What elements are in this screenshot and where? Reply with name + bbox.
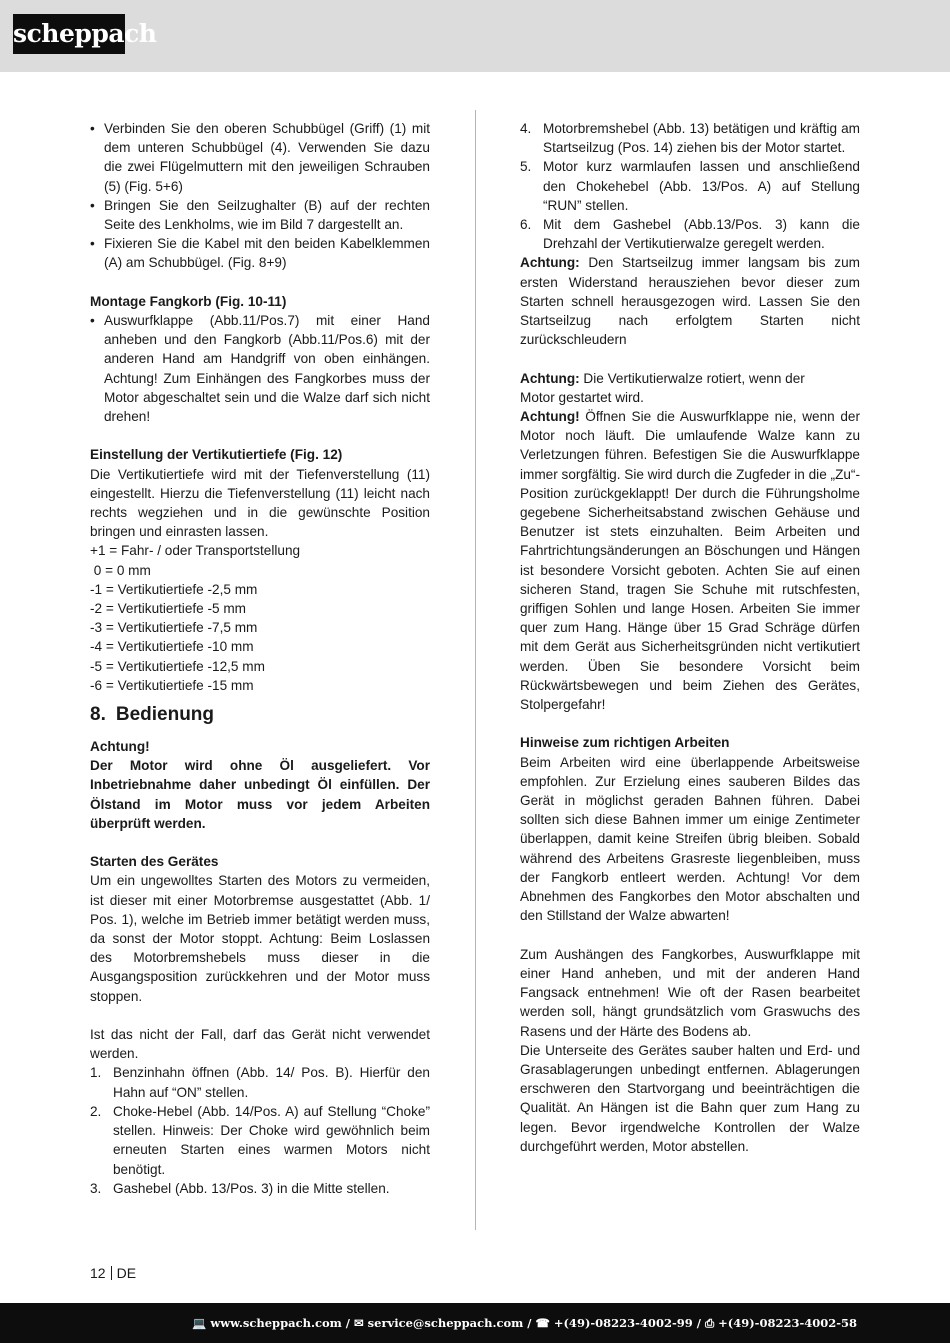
list-item: 4. Motorbremshebel (Abb. 13) betätigen und kräftig am Startseilzug (Pos. 14) ziehen bis der Motor startet. — [520, 121, 860, 156]
paragraph-unterseite: Die Unterseite des Gerätes sauber halten und Erd- und Grasablagerungen unbedingt entfernen. Ablagerungen erschweren den Startvorgang und beeinträchtigen die Qualität. An Hängen ist die Bahn quer zum Hang zu legen. Bevor irgendwelche Kontrollen der Walze durchgeführt werden, Motor abstellen. — [520, 1042, 860, 1154]
list-item: • Auswurfklappe (Abb.11/Pos.7) mit einer Hand anheben und den Fangkorb (Abb.11/Pos.6) mit der anderen Hand am Handgriff von oben einhängen. Achtung! Zum Einhängen des Fangkorbes muss der Motor abgeschaltet sein und die Walze darf sich nicht drehen! — [90, 311, 430, 426]
list-item: 5. Motor kurz warmlaufen lassen und anschließend den Chokehebel (Abb. 13/Pos. A) auf Stellung “RUN” stellen. — [520, 159, 860, 213]
column-divider — [475, 110, 476, 1230]
footer-contact-line: 💻 www.scheppach.com / ✉ service@scheppach.com / ☎ +(49)-08223-4002-99 / ⎙ +(49)-08223-4002-58 — [192, 1316, 858, 1330]
list-item: • Verbinden Sie den oberen Schubbügel (Griff) (1) mit dem unteren Schubbügel (4). Verwenden Sie dazu die zwei Flügelmuttern mit den jeweiligen Schrauben (5) (Fig. 5+6) — [90, 119, 430, 196]
fax-icon: ⎙ — [704, 1316, 715, 1330]
achtung-startseilzug: Achtung: Den Startseilzug immer langsam bis zum ersten Widerstand herausziehen bevor dieser zum Starten schnell herausgezogen wird. Lassen Sie den Startseilzug nach erfolgtem Starten nicht zurückschleudern — [520, 255, 860, 348]
paragraph-starten: Um ein ungewolltes Starten des Motors zu vermeiden, ist dieser mit einer Motorbremse ausgestattet (Abb. 1/ Pos. 1), welche im Betrieb immer betätigt werden muss, da sonst der Motor stoppt. Achtung: Beim Loslassen des Motorbremshebels muss dieser in die Ausgangsposition zurückkehren und der Motor muss stoppen. — [90, 873, 430, 1004]
list-item: 6. Mit dem Gashebel (Abb.13/Pos. 3) kann die Drehzahl der Vertikutierwalze geregelt werden. — [520, 217, 860, 252]
achtung-walze-rotiert: Achtung: Die Vertikutierwalze rotiert, wenn der Motor gestartet wird. — [520, 370, 805, 405]
achtung-label: Achtung! — [90, 739, 150, 755]
paragraph-nicht-verwenden: Ist das nicht der Fall, darf das Gerät nicht verwendet werden. — [90, 1027, 430, 1062]
footer-website: www.scheppach.com — [210, 1316, 342, 1330]
depth-setting: -4 = Vertikutiertiefe -10 mm — [90, 639, 254, 655]
telephone-icon: ☎ — [535, 1316, 550, 1330]
heading-starten: Starten des Gerätes — [90, 854, 219, 870]
section-number: 8. — [90, 704, 106, 726]
start-steps-list-continued — [520, 119, 860, 253]
left-column — [90, 119, 430, 1198]
heading-hinweise: Hinweise zum richtigen Arbeiten — [520, 735, 730, 751]
bullet-icon: • — [90, 236, 95, 252]
bullet-icon: • — [90, 121, 95, 136]
computer-icon: 💻 — [192, 1316, 207, 1330]
depth-settings-list — [90, 541, 430, 695]
list-item: 3. Gashebel (Abb. 13/Pos. 3) in die Mitte stellen. — [90, 1180, 390, 1196]
scheppach-logo: scheppach — [13, 14, 125, 54]
depth-setting: -2 = Vertikutiertiefe -5 mm — [90, 601, 247, 617]
page-footer — [0, 1303, 950, 1343]
list-item: • Bringen Sie den Seilzughalter (B) auf der rechten Seite des Lenkholms, wie im Bild 7 dargestellt an. — [90, 196, 430, 234]
depth-setting: +1 = Fahr- / oder Transportstellung — [90, 543, 301, 559]
heading-fangkorb: Montage Fangkorb (Fig. 10-11) — [90, 293, 287, 309]
paragraph-aushaengen: Zum Aushängen des Fangkorbes, Auswurfklappe mit einer Hand anheben, und mit der anderen Hand Fangsack entnehmen! Wie oft der Rasen bearbeitet werden soll, hängt grundsätzlich vom Graswuchs des Rasens und der Härte des Bodens ab. — [520, 946, 860, 1039]
bullet-icon: • — [90, 313, 95, 329]
list-item: • Fixieren Sie die Kabel mit den beiden Kabelklemmen (A) am Schubbügel. (Fig. 8+9) — [90, 234, 430, 272]
assembly-bullet-list — [90, 119, 430, 273]
footer-fax: +(49)-08223-4002-58 — [718, 1316, 858, 1330]
achtung-oil-warning: Der Motor wird ohne Öl ausgeliefert. Vor Inbetriebnahme daher unbedingt Öl einfüllen. Der Ölstand im Motor muss vor jedem Arbeiten überprüft werden. — [90, 758, 430, 831]
right-column — [520, 119, 860, 1156]
fangkorb-bullet-list — [90, 311, 430, 426]
page-header — [0, 0, 950, 72]
envelope-icon: ✉ — [354, 1316, 364, 1330]
list-item: 2. Choke-Hebel (Abb. 14/Pos. A) auf Stellung “Choke” stellen. Hinweis: Der Choke wird gewöhnlich beim erneuten Starten eines warmen Motors nicht benötigt. — [90, 1103, 430, 1177]
page-number-separator — [111, 1266, 112, 1280]
paragraph-hinweise: Beim Arbeiten wird eine überlappende Arbeitsweise empfohlen. Zur Erzielung eines sauberen Bildes das Gerät in möglichst geraden Bahnen führen. Dabei sollten sich diese Bahnen immer um einige Zentimeter überlappen, damit keine Streifen übrig bleiben. Sobald während des Arbeitens Grasreste liegenbleiben, muss der Fangkorb entleert werden. Achtung! Vor dem Abnehmen des Fangkorbes den Motor abschalten und den Stillstand der Walze abwarten! — [520, 754, 860, 924]
achtung-auswurfklappe: Achtung! Öffnen Sie die Auswurfklappe nie, wenn der Motor noch läuft. Die umlaufende Walze kann zu Verletzungen führen. Befestigen Sie die Auswurfklappe immer sorgfältig. Sie wird durch die Zugfeder in die „Zu“-Position zurückgeklappt! Der durch die Führungsholme gegebene Sicherheitsabstand zwischen Gehäuse und Benutzer ist stets einzuhalten. Beim Arbeiten und Fahrtrichtungsänderungen an Böschungen und Hängen ist besondere Vorsicht geboten. Achten Sie auf einen sicheren Stand, tragen Sie Schuhe mit rutschfesten, griffigen Sohlen und lange Hosen. Arbeiten Sie immer quer zum Hang. Hänge über 15 Grad Schräge dürfen mit dem Gerät aus Sicherheitsgründen nicht vertikutiert werden. Üben Sie besondere Vorsicht beim Rückwärtsbewegen und beim Ziehen des Gerätes, Stolpergefahr! — [520, 409, 860, 713]
depth-setting: 0 = 0 mm — [90, 562, 151, 578]
footer-phone: +(49)-08223-4002-99 — [553, 1316, 693, 1330]
section-name: Bedienung — [115, 704, 215, 726]
depth-setting: -3 = Vertikutiertiefe -7,5 mm — [90, 620, 258, 636]
heading-vertikutiertiefe: Einstellung der Vertikutiertiefe (Fig. 12) — [90, 447, 343, 463]
depth-setting: -6 = Vertikutiertiefe -15 mm — [90, 677, 254, 693]
section-title — [90, 703, 430, 727]
depth-setting: -1 = Vertikutiertiefe -2,5 mm — [90, 581, 258, 597]
bullet-icon: • — [90, 197, 95, 213]
depth-setting: -5 = Vertikutiertiefe -12,5 mm — [90, 658, 265, 674]
paragraph-vertikutiertiefe: Die Vertikutiertiefe wird mit der Tiefenverstellung (11) eingestellt. Hierzu die Tiefenverstellung (11) leicht nach rechts wegziehen und in die gewünschte Position bringen und einrasten lassen. — [90, 466, 430, 540]
list-item: 1. Benzinhahn öffnen (Abb. 14/ Pos. B). Hierfür den Hahn auf “ON” stellen. — [90, 1065, 430, 1100]
footer-email: service@scheppach.com — [367, 1316, 524, 1330]
start-steps-list — [90, 1063, 430, 1197]
page-number: 12 DE — [90, 1265, 137, 1281]
